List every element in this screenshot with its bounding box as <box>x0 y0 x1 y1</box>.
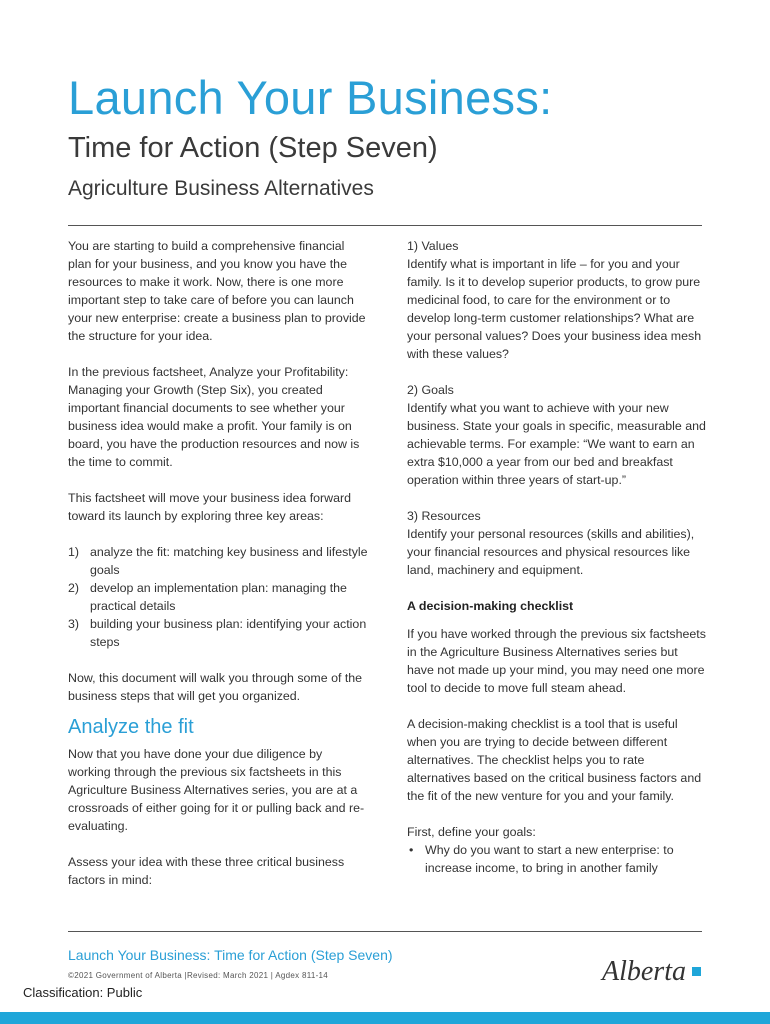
footer-divider <box>68 931 702 932</box>
left-column <box>68 237 368 889</box>
svg-text:Alberta: Alberta <box>602 956 686 987</box>
walkthrough-paragraph: Now, this document will walk you through some of the business steps that will get you organized. <box>68 671 363 703</box>
footer-copyright: ©2021 Government of Alberta |Revised: March 2021 | Agdex 811-14 <box>68 971 329 980</box>
previous-factsheet-paragraph: In the previous factsheet, Analyze your Profitability: Managing your Growth (Step Six), you created important financial documents to see whether your business idea would make a profit. Your family is on board, you have the production resources and now is the time to commit. <box>68 365 360 469</box>
alberta-logo <box>600 950 706 990</box>
list-item: 2) develop an implementation plan: managing the practical details <box>68 581 347 613</box>
goals-text: Identify what you want to achieve with your new business. State your goals in specific, measurable and achievable terms. For example: “We want to earn an extra $10,000 a year from our bed and breakfast operation within three years of start-up.” <box>407 401 706 487</box>
series-name: Agriculture Business Alternatives <box>68 177 374 200</box>
key-areas-list <box>68 543 368 651</box>
values-heading: 1) Values <box>407 239 459 253</box>
checklist-heading: A decision-making checklist <box>407 599 574 613</box>
assess-paragraph: Assess your idea with these three critical business factors in mind: <box>68 855 345 887</box>
key-areas-paragraph: This factsheet will move your business idea forward toward its launch by exploring three key areas: <box>68 491 352 523</box>
document-subtitle: Time for Action (Step Seven) <box>68 132 438 164</box>
resources-text: Identify your personal resources (skills and abilities), your financial resources and physical resources like land, machinery and equipment. <box>407 527 695 577</box>
header-divider <box>68 225 702 226</box>
intro-paragraph: You are starting to build a comprehensive financial plan for your business, and you know you have the resources to make it work. Now, there is one more important step to take care of before you can launch your new enterprise: create a business plan to provide the structure for your idea. <box>68 239 366 343</box>
goals-intro: First, define your goals: <box>407 825 536 839</box>
document-title: Launch Your Business: <box>68 71 553 124</box>
footer-accent-bar <box>0 1012 770 1024</box>
classification-label: Classification: Public <box>23 985 143 1000</box>
list-item: 1) analyze the fit: matching key business and lifestyle goals <box>68 545 368 577</box>
section-heading-analyze-fit: Analyze the fit <box>68 716 194 738</box>
list-item: 3) building your business plan: identifying your action steps <box>68 617 367 649</box>
checklist-paragraph-1: If you have worked through the previous six factsheets in the Agriculture Business Alternatives series but have not made up your mind, you may need one more tool to decide to move full steam ahead. <box>407 627 706 695</box>
list-item: • Why do you want to start a new enterprise: to increase income, to bring in another family <box>409 843 674 875</box>
goals-bullet-list <box>407 841 707 877</box>
right-column <box>407 237 707 877</box>
values-text: Identify what is important in life – for you and your family. Is it to develop superior products, to grow pure medicinal food, to care for the environment or to develop long-term customer relationships? What are your personal values? Does your business idea mesh with these values? <box>407 257 702 361</box>
due-diligence-paragraph: Now that you have done your due diligence by working through the previous six factsheets in this Agriculture Business Alternatives series, you are at a crossroads of either going for it or pulling back and re-evaluating. <box>68 747 365 833</box>
footer-title: Launch Your Business: Time for Action (Step Seven) <box>68 947 393 963</box>
goals-heading: 2) Goals <box>407 383 454 397</box>
checklist-paragraph-2: A decision-making checklist is a tool that is useful when you are trying to decide between different alternatives. The checklist helps you to rate alternatives based on the critical business factors and the fit of the new venture for you and your family. <box>407 717 702 803</box>
resources-heading: 3) Resources <box>407 509 481 523</box>
